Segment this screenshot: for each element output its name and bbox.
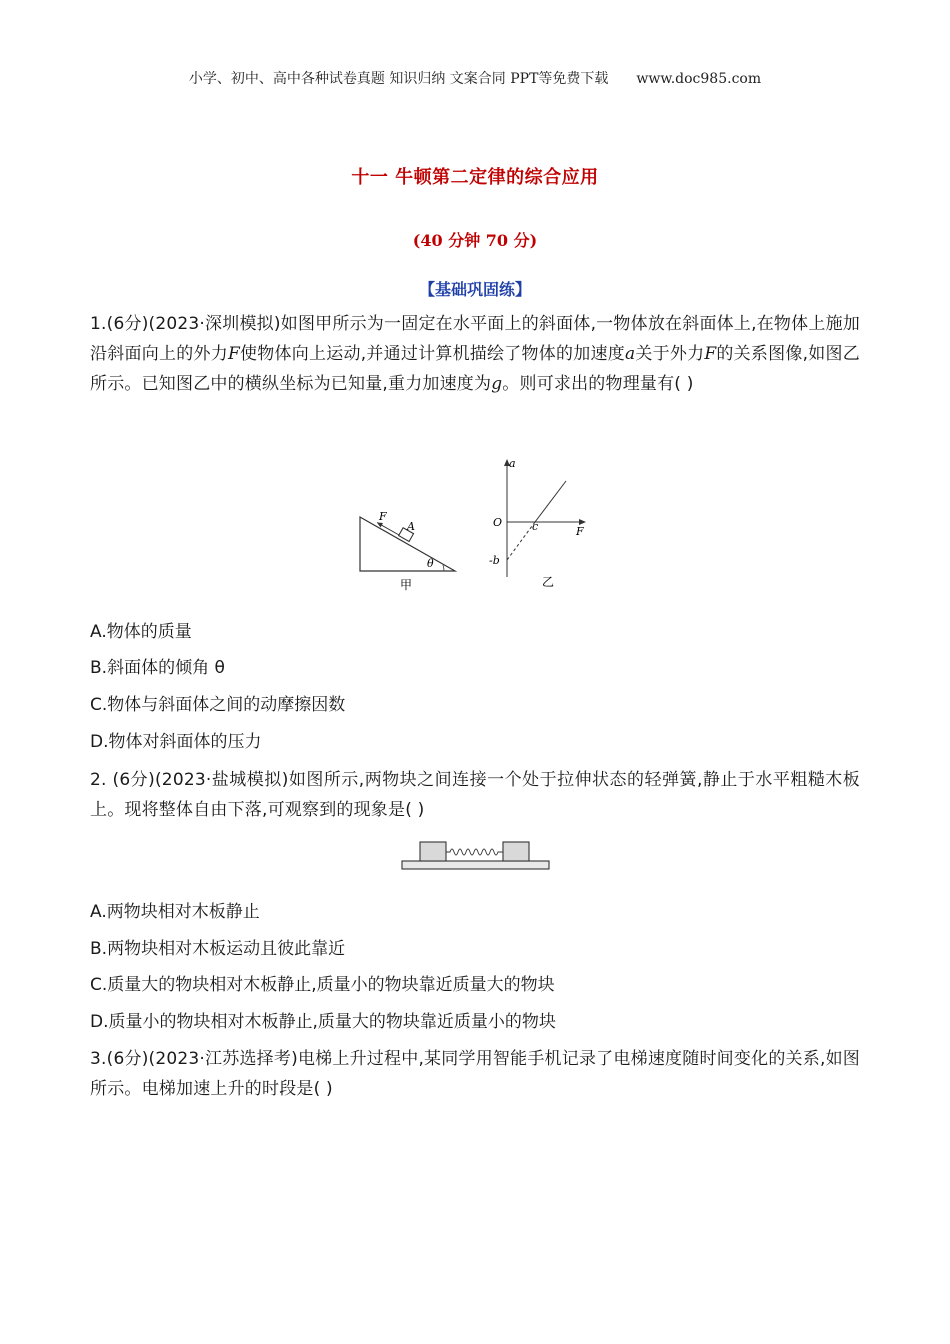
figure-yi-graph: [482, 455, 602, 595]
header-text: 小学、初中、高中各种试卷真题 知识归纳 文案合同 PPT等免费下载: [188, 71, 609, 87]
graph-line-dashed: [507, 522, 535, 560]
page-title: 十一 牛顿第二定律的综合应用: [351, 167, 599, 188]
var-g: g: [491, 374, 503, 394]
q1-option-a: A.物体的质量: [90, 622, 192, 642]
label-force: F: [379, 510, 387, 523]
page-subtitle: (40 分钟 70 分): [412, 231, 538, 250]
q1-option-c: C.物体与斜面体之间的动摩擦因数: [90, 695, 346, 715]
caption-yi: 乙: [542, 575, 555, 589]
graph-line-solid: [535, 481, 566, 522]
label-origin: O: [493, 516, 503, 529]
caption-jia: 甲: [400, 578, 413, 592]
q2-option-a: A.两物块相对木板静止: [90, 902, 260, 922]
label-neg-b: -b: [489, 554, 500, 567]
q1-option-b: B.斜面体的倾角 θ: [90, 658, 225, 678]
var-a: a: [625, 344, 636, 364]
label-c: c: [532, 520, 539, 533]
page-header: [0, 68, 950, 88]
label-f-axis: F: [576, 525, 584, 538]
var-f: F: [704, 344, 717, 364]
q2-option-b: B.两物块相对木板运动且彼此靠近: [90, 939, 346, 959]
header-site: www.doc985.com: [636, 71, 762, 87]
angle-arc: [443, 565, 444, 571]
label-a-axis: a: [509, 457, 516, 470]
question-1-text: 1.(6分)(2023·深圳模拟)如图甲所示为一固定在水平面上的斜面体,一物体放在斜面体上,在物体上施加沿斜面向上的外力F使物体向上运动,并通过计算机描绘了物体的加速度a关于外力F的关系图像,如图乙所示。已知图乙中的横纵坐标为已知量,重力加速度为g。则可求出的物理量有( ): [90, 314, 860, 394]
label-theta: θ: [427, 557, 434, 570]
var-f: F: [227, 344, 240, 364]
block-right: [503, 842, 529, 861]
spring: [446, 849, 503, 855]
section-heading: 【基础巩固练】: [418, 280, 531, 299]
q2-option-c: C.质量大的物块相对木板静止,质量小的物块靠近质量大的物块: [90, 975, 555, 995]
question-3-text: 3.(6分)(2023·江苏选择考)电梯上升过程中,某同学用智能手机记录了电梯速度随时间变化的关系,如图所示。电梯加速上升的时段是( ): [90, 1049, 860, 1099]
block-left: [420, 842, 446, 861]
q2-option-d: D.质量小的物块相对木板静止,质量大的物块靠近质量小的物块: [90, 1012, 556, 1032]
label-block: A: [407, 520, 415, 533]
figure-jia-incline: [355, 505, 465, 595]
wooden-board: [402, 861, 549, 869]
figure-spring-blocks: [400, 838, 552, 872]
q1-option-d: D.物体对斜面体的压力: [90, 732, 262, 752]
question-2-text: 2. (6分)(2023·盐城模拟)如图所示,两物块之间连接一个处于拉伸状态的轻弹簧,静止于水平粗糙木板上。现将整体自由下落,可观察到的现象是( ): [90, 770, 860, 820]
